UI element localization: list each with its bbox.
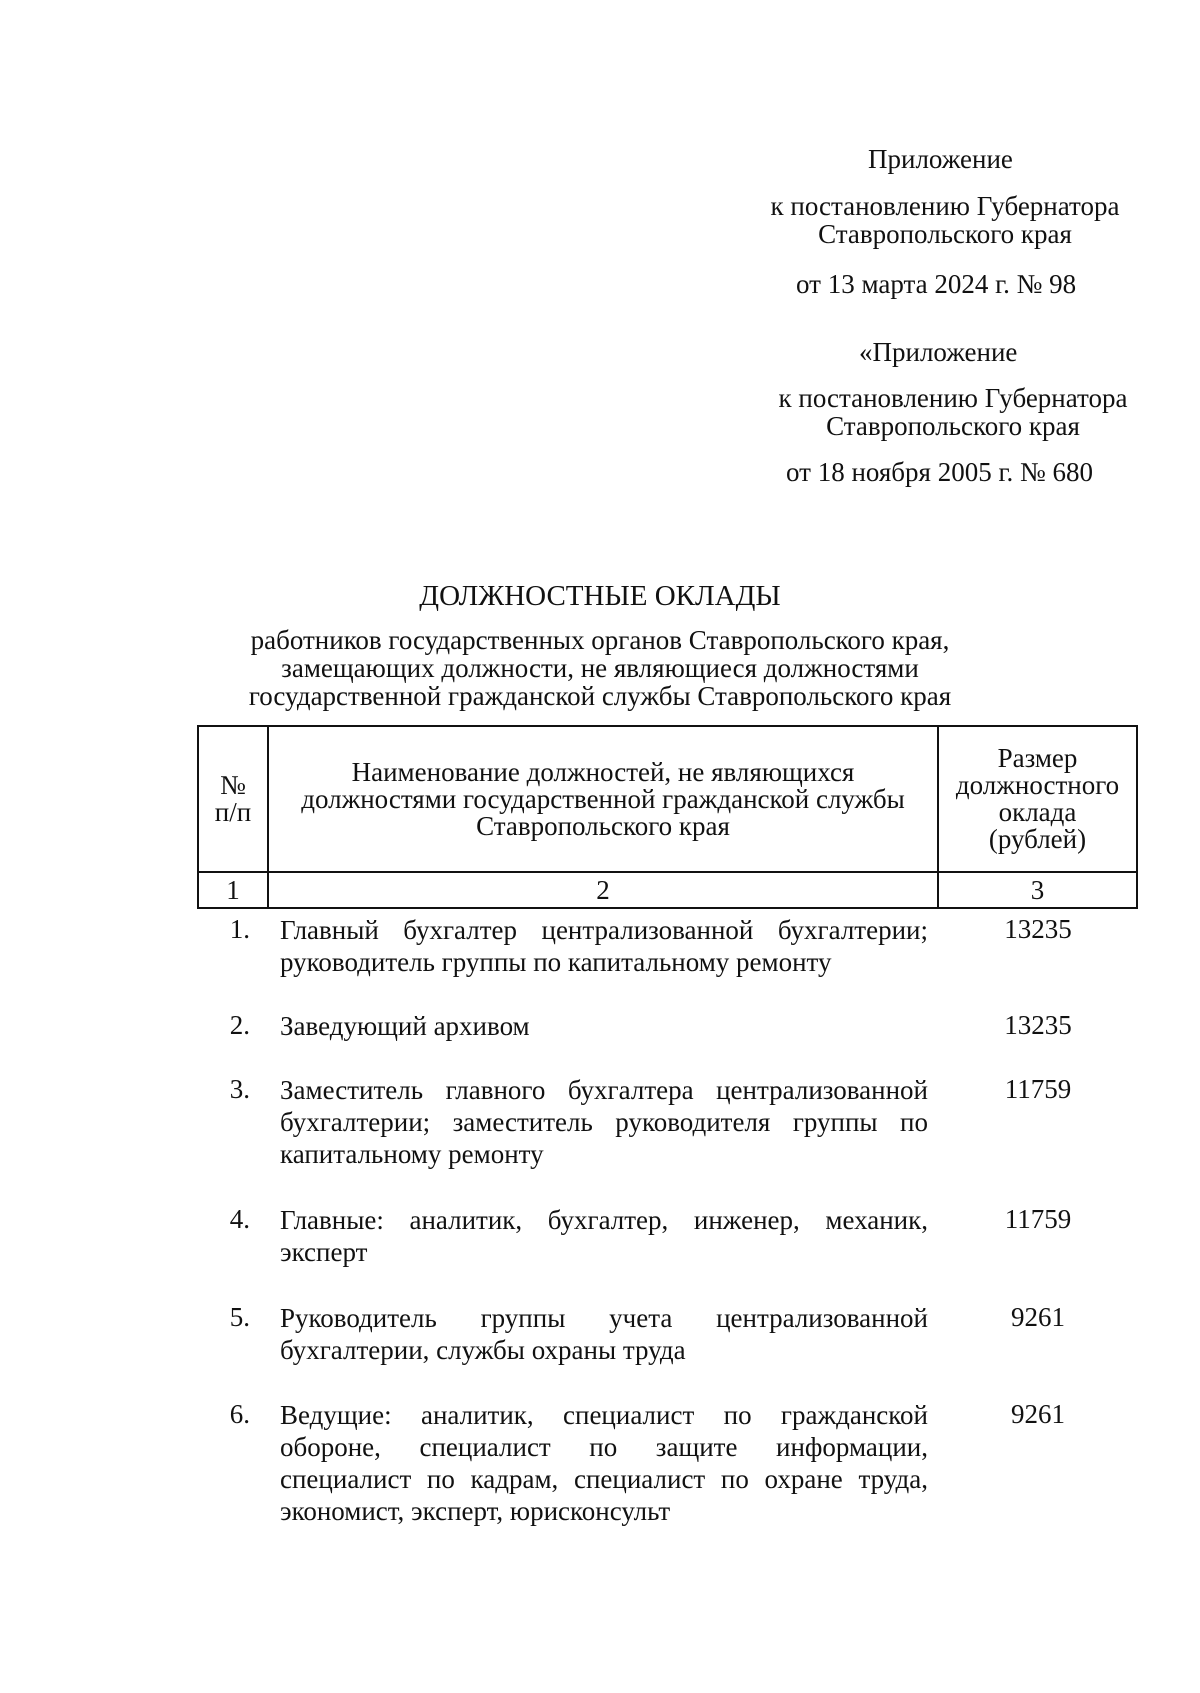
header-cell-salary <box>937 725 1138 873</box>
original-decree-line1: к постановлению Губернатора <box>778 383 1128 413</box>
row-number: 4. <box>229 1204 250 1234</box>
row-position-name: Заместитель главного бухгалтера централизованной бухгалтерии; заместитель руководителя группы по капитальному ремонту <box>280 1075 928 1169</box>
appendix-decree-line2: Ставропольского края <box>818 219 1072 249</box>
header-salary-line: должностного <box>955 770 1120 800</box>
appendix-date: от 13 марта 2024 г. № 98 <box>796 269 1077 299</box>
row-salary: 13235 <box>1004 914 1072 944</box>
header-salary-line: (рублей) <box>988 824 1087 854</box>
subtitle-line: государственной гражданской службы Ставропольского края <box>248 681 952 711</box>
original-appendix-date: от 18 ноября 2005 г. № 680 <box>786 457 1093 487</box>
subtitle-line: замещающих должности, не являющиеся должностями <box>281 653 919 683</box>
subtitle-line: работников государственных органов Ставропольского края, <box>250 625 950 655</box>
row-number: 1. <box>229 914 250 944</box>
header-num-line: п/п <box>214 797 252 827</box>
row-salary: 9261 <box>1011 1302 1065 1332</box>
row-position-name: Главный бухгалтер централизованной бухгалтерии; руководитель группы по капитальному ремонту <box>280 915 928 977</box>
appendix-decree-block <box>760 192 1130 248</box>
document-title: ДОЛЖНОСТНЫЕ ОКЛАДЫ <box>419 580 781 612</box>
header-name-line: Наименование должностей, не являющихся <box>351 756 855 787</box>
row-number: 2. <box>229 1010 250 1040</box>
row-salary: 11759 <box>1004 1204 1072 1234</box>
header-salary-line: Размер <box>997 743 1078 773</box>
row-salary: 9261 <box>1011 1399 1065 1429</box>
appendix-title: Приложение <box>868 144 1013 174</box>
row-salary: 11759 <box>1004 1074 1072 1104</box>
row-number: 3. <box>229 1074 250 1104</box>
row-position-name: Заведующий архивом <box>280 1011 530 1041</box>
header-num-line: № <box>220 770 246 800</box>
header-cell-num <box>197 725 269 873</box>
document-subtitle <box>0 626 1200 710</box>
row-number: 5. <box>229 1302 250 1332</box>
original-appendix-title: «Приложение <box>859 337 1018 367</box>
header-name-line: Ставропольского края <box>476 810 730 841</box>
column-number-1: 1 <box>197 871 269 909</box>
original-decree-line2: Ставропольского края <box>826 411 1080 441</box>
column-number-2: 2 <box>267 871 939 909</box>
row-salary: 13235 <box>1004 1010 1072 1040</box>
header-name-line: должностями государственной гражданской службы <box>301 783 905 814</box>
original-decree-block <box>768 384 1138 440</box>
row-position-name: Ведущие: аналитик, специалист по гражданской обороне, специалист по защите информации, специалист по кадрам, специалист по охране труда, экономист, эксперт, юрисконсульт <box>280 1400 928 1526</box>
row-position-name: Руководитель группы учета централизованной бухгалтерии, службы охраны труда <box>280 1303 928 1365</box>
row-position-name: Главные: аналитик, бухгалтер, инженер, механик, эксперт <box>280 1205 928 1267</box>
row-number: 6. <box>229 1399 250 1429</box>
header-salary-line: оклада <box>998 797 1077 827</box>
appendix-decree-line1: к постановлению Губернатора <box>770 191 1120 221</box>
column-number-3: 3 <box>937 871 1138 909</box>
header-cell-name <box>267 725 939 873</box>
